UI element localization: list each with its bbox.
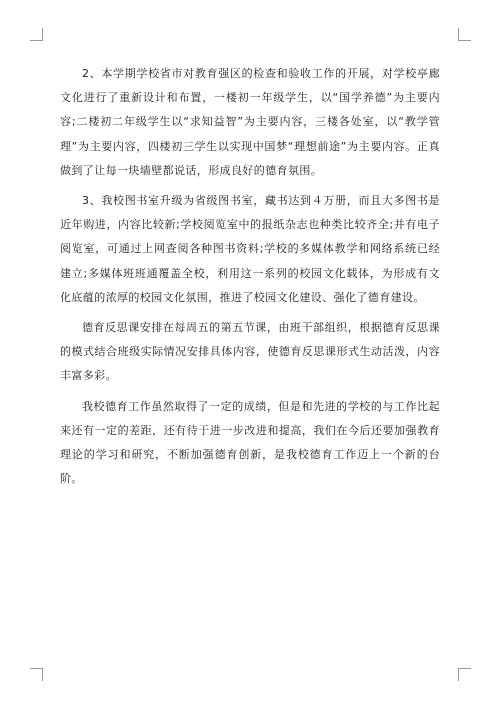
paragraph-library-3: 3、我校图书室升级为省级图书室，藏书达到４万册，而且大多图书是近年购进，内容比较新;学校阅览室中的报纸杂志也种类比较齐全;并有电子阅览室，可通过上网查阅各种图书资料;学校的多媒体教学和网络系统已经建立;多媒体班班通覆盖全校，利用这一系列的校园文化载体，为形成有文化底蕴的浓厚的校园文化氛围，推进了校园文化建设、强化了德育建设。 [60, 194, 440, 304]
paragraph-library-2: 2、本学期学校省市对教育强区的检查和验收工作的开展，对学校亭廊文化进行了重新设计和布置，一楼初一年级学生，以“国学养德”为主要内容;二楼初二年级学生以“求知益智”为主要内容，三楼各处室，以“教学管理”为主要内容，四楼初三学生以实现中国梦“理想前途”为主要内容。正真做到了让每一块墙壁都说话，形成良好的德育氛围。 [60, 67, 440, 177]
crop-mark-bottom-right [458, 668, 471, 681]
document-body [60, 62, 440, 497]
crop-mark-top-right [458, 28, 471, 41]
crop-mark-top-left [30, 28, 43, 41]
paragraph-conclusion: 我校德育工作虽然取得了一定的成绩，但是和先进的学校的与工作比起来还有一定的差距，还有待于进一步改进和提高，我们在今后还要加强教育理论的学习和研究，不断加强德育创新，是我校德育工作迈上一个新的台阶。 [60, 399, 440, 486]
paragraph-reflection-class: 德育反思课安排在每周五的第五节课，由班干部组织，根据德育反思课的模式结合班级实际情况安排具体内容，使德育反思课形式生动活泼，内容丰富多彩。 [60, 321, 440, 383]
crop-mark-bottom-left [30, 668, 43, 681]
